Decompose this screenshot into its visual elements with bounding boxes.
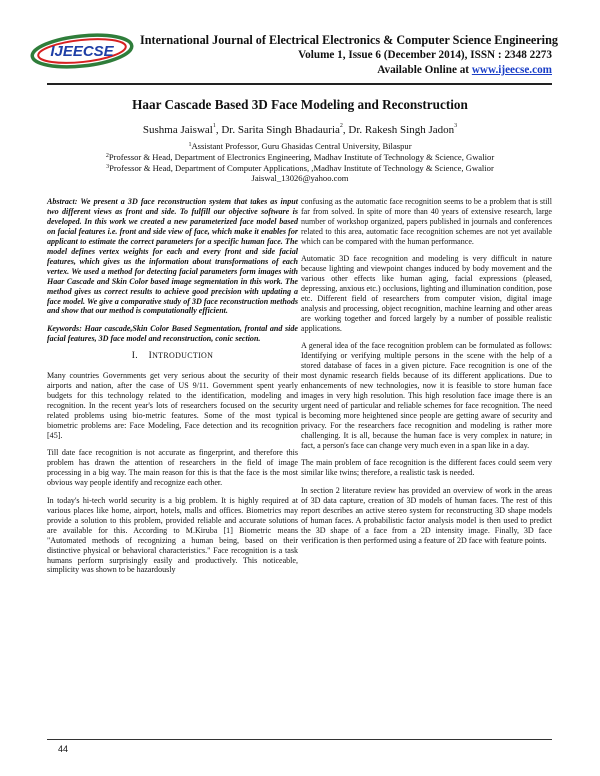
body-paragraph: In today's hi-tech world security is a big problem. It is highly required at various places like home, airport, hotels, malls and offices. Biometrics may provide a solution to this problem, provided reliable and accurate solutions are available for this. According to M.Kiruba [1] Biometric means "Automated methods of recognizing a human being, based on their distinctive physical or behavioral characteristics." Face recognition is a task humans perform surprisingly easily and productively. This noticeable, simplicity was shown to be hazardously — [47, 495, 298, 575]
footer-divider — [47, 739, 552, 740]
author-2: , Dr. Sarita Singh Bhadauria — [215, 124, 340, 136]
keywords-label: Keywords: — [47, 323, 82, 333]
body-paragraph: Automatic 3D face recognition and modeling is very difficult in nature because lighting and viewpoint changes induced by body movement and the various other effects like human aging, facial expressions (pleased, depressing, anxious etc.) occlusions, lighting and illumination condition, pose etc. Different field of researchers from computer vision, digital image analysis and processing, object recognition, machine learning and other areas are working together and forced largely by a number of possible realistic applications. — [301, 254, 552, 333]
author-3-sup: 3 — [454, 123, 458, 129]
body-paragraph: In section 2 literature review has provided an overview of work in the areas of 3D data capture, creation of 3D models of human faces. The rest of this report describes an active stereo system for reconstructing 3D shape models of human faces. A probabilistic factor analysis model is then used to predict the 3D shape of a face from a 2D intensity image. Finally, 3D face verification is then performed using a feature of 2D face with feature points. — [301, 485, 552, 545]
affiliation-2-sup: 2 — [105, 152, 109, 159]
section-title-rest: NTRODUCTION — [152, 351, 214, 361]
author-3: , Dr. Rakesh Singh Jadon — [342, 124, 455, 136]
affiliation-1 — [0, 141, 600, 152]
paper-title: Haar Cascade Based 3D Face Modeling and Reconstruction — [132, 97, 468, 112]
left-column — [47, 197, 298, 583]
body-paragraph: Many countries Governments get very serious about the security of their airports and nation, after the case of US 9/11. Government spent yearly budgets for this technology related to the identification, modeling and recognition. In the recent year's lots of researchers focused on the security related problems using bio-metric features. Some of the most typical biometric problems are: Face Modeling, Face detection and its recognition [45]. — [47, 371, 298, 441]
author-2-sup: 2 — [339, 123, 343, 129]
page-number: 44 — [58, 744, 69, 754]
body-paragraph: Till date face recognition is not accurate as fingerprint, and therefore this problem has drawn the attention of researchers in the field of image processing in a big way. The main reason for this is that the face is the most obvious way people identify and recognize each other. — [47, 448, 298, 488]
section-number: I. — [131, 351, 138, 362]
author-1-sup: 1 — [212, 123, 216, 129]
keywords — [47, 324, 298, 344]
author-1: Sushma Jaiswal — [142, 124, 213, 136]
affiliation-2-text: Professor & Head, Department of Electronics Engineering, Madhav Institute of Technology & Science, Gwalior — [108, 151, 495, 162]
abstract-label: Abstract: — [47, 197, 78, 206]
affiliation-1-sup: 1 — [188, 142, 192, 148]
abstract-text: We present a 3D face reconstruction system that takes as input two different views as front and side. To fulfill our objective software is developed. In this work we created a new parameterized face model based on facial features i.e. front and side view of face, which make it enables for applicant to estimate the correct parameters for a specific human face. The model defines vertex weights for each and every front and side facial features, which gives us the information about transformations of each vertex. We used a method for detecting facial parameters form images with Haar Cascade and Skin Color based image segmentation in this work. The method gives us correct results to achieve good precision with updating a face model. We give a comparative study of 3D face reconstruction methods and show that our method is computationally efficient. — [47, 197, 298, 316]
online-prefix: Available Online at — [377, 64, 472, 76]
journal-logo — [28, 30, 136, 70]
affiliation-1-text: Assistant Professor, Guru Ghasidas Central University, Bilaspur — [191, 141, 412, 151]
journal-volume: Volume 1, Issue 6 (December 2014), ISSN : 2348 2273 — [298, 49, 552, 61]
affiliation-3-sup: 3 — [106, 163, 110, 170]
affiliation-3 — [0, 163, 600, 174]
body-paragraph: A general idea of the face recognition problem can be formulated as follows: Identifying or verifying multiple persons in the scene with the help of a stored database of faces in a given picture. Face recognition is one of the most dynamic research fields because of its different applications. Due to enhancements of new technologies, now it is feasible to store human face images in very high resolution. This high resolution face image there is an urgent need of particular and reliable schemes for face recognition. The need is becoming more heightened since people are getting aware of security and privacy. For the researchers face recognition and modeling is rather more challenging. It is all, because the human face is very complex in nature; in fact, a person's face can change very much even in a span like in a day. — [301, 341, 552, 450]
section-heading-introduction — [47, 351, 298, 362]
affiliation-3-text: Professor & Head, Department of Computer Applications, ,Madhav Institute of Technology & Science, Gwalior — [109, 162, 494, 173]
journal-online — [140, 63, 552, 78]
affiliation-2 — [0, 152, 600, 163]
author-list — [0, 124, 600, 136]
journal-header — [0, 0, 600, 92]
logo-text: IJEECSE — [50, 43, 114, 60]
body-paragraph: The main problem of face recognition is the different faces could seem very similar like twins; therefore, a realistic task is needed. — [301, 458, 552, 478]
section-title-initial: I — [148, 351, 153, 362]
right-column — [301, 197, 552, 553]
author-email: Jaiswal_13026@yahoo.com — [251, 173, 349, 184]
body-paragraph: confusing as the automatic face recognition seems to be a problem that is still far from solved. In spite of more than 40 years of extensive research, large number of workshop organized, papers published in journals and conferences related to this area, automatic face recognition schemes are not yet available which can be compared with the human performance. — [301, 197, 552, 246]
journal-info — [140, 33, 558, 78]
journal-url-link[interactable]: www.ijeecse.com — [471, 64, 552, 76]
keywords-text: Haar cascade,Skin Color Based Segmentation, frontal and side facial features, 3D face model and reconstruction, conic section. — [47, 323, 298, 343]
affiliations — [0, 141, 600, 184]
journal-name: International Journal of Electrical Electronics & Computer Science Engineering — [140, 33, 558, 47]
abstract — [47, 197, 298, 316]
header-divider — [47, 83, 552, 85]
